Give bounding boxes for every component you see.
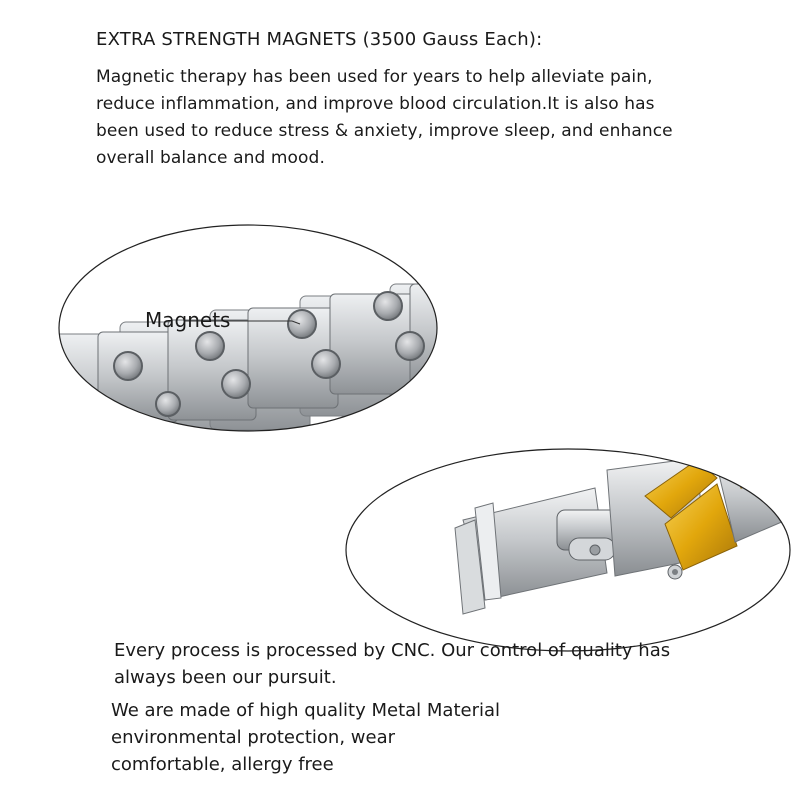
magnet-links-illustration [58,224,438,432]
intro-paragraph [96,64,736,172]
section-heading: EXTRA STRENGTH MAGNETS (3500 Gauss Each): [96,29,543,50]
intro-line: overall balance and mood. [96,148,325,168]
process-line: Every process is processed by CNC. Our control of quality has [114,640,671,661]
intro-line: reduce inflammation, and improve blood circulation.It is also has [96,94,655,114]
process-line: always been our pursuit. [114,667,337,688]
clasp-illustration [345,448,791,653]
material-line: comfortable, allergy free [111,754,334,775]
material-paragraph [111,697,500,778]
material-line: We are made of high quality Metal Material [111,700,501,721]
intro-line: Magnetic therapy has been used for years to help alleviate pain, [96,67,653,87]
clasp-figure [345,448,791,653]
intro-line: been used to reduce stress & anxiety, improve sleep, and enhance [96,121,673,141]
magnets-callout-label: Magnets [145,308,231,332]
cnc-process-paragraph [114,637,670,691]
material-line: environmental protection, wear [111,727,396,748]
magnet-links-figure [58,224,438,432]
